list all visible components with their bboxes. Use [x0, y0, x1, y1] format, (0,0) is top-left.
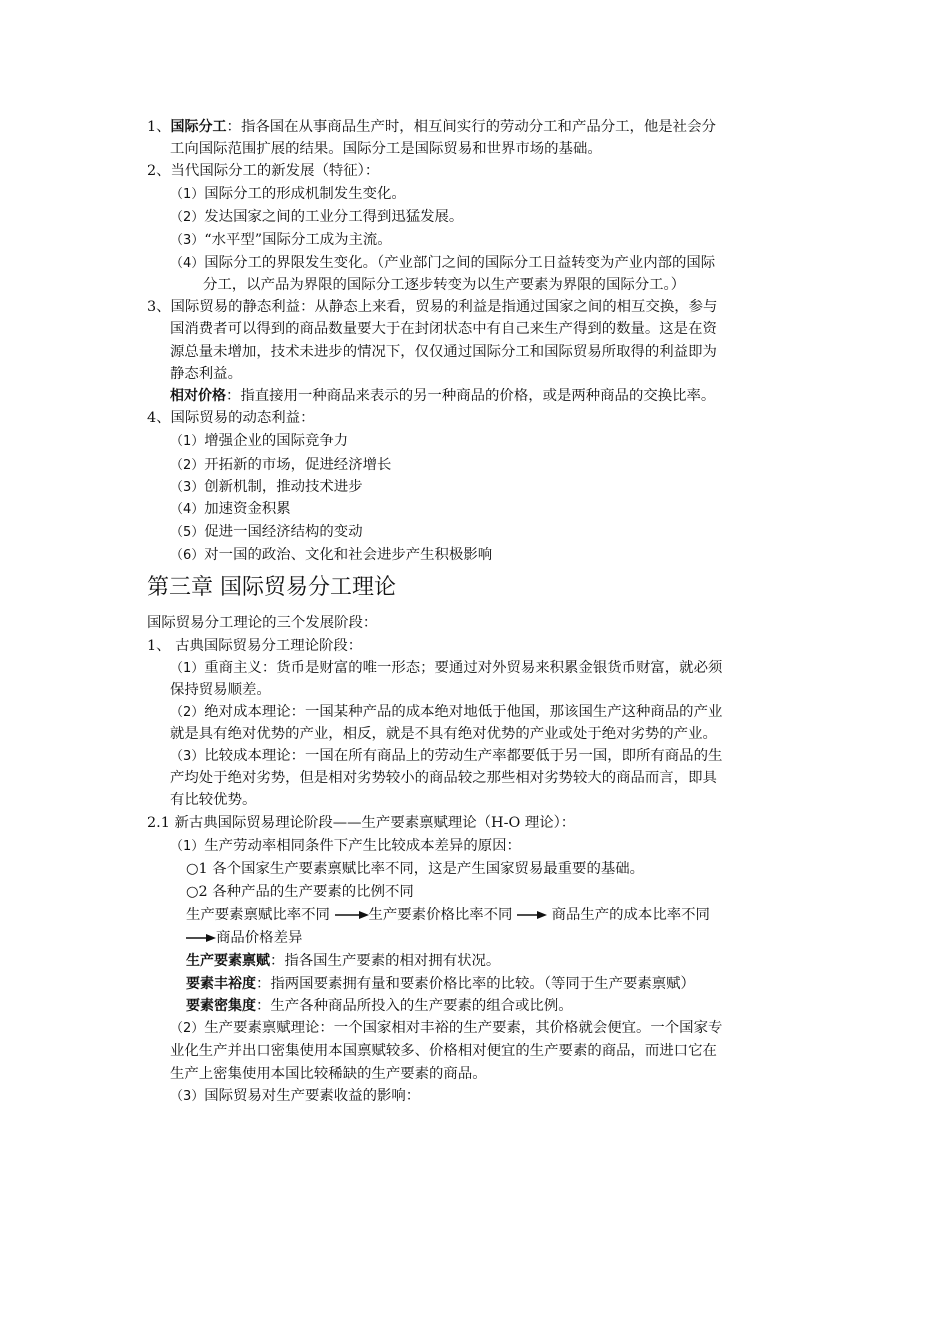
list-item — [170, 498, 291, 521]
intro-line: 国际贸易分工理论的三个发展阶段： — [147, 615, 378, 631]
section-3-line-1: 3、国际贸易的静态利益：从静态上来看，贸易的利益是指通过国家之间的相互交换，参与 — [147, 299, 718, 315]
item-text: 对一国的政治、文化和社会进步产生积极影响 — [204, 547, 493, 563]
item-text: 国际分工的形成机制发生变化。 — [204, 186, 406, 202]
item-text: 绝对成本理论：一国某种产品的成本绝对地低于他国，那该国生产这种商品的产业 — [204, 704, 723, 720]
colon: ： — [226, 119, 241, 135]
stage-2-title: 2.1 新古典国际贸易理论阶段——生产要素禀赋理论（H-O 理论）： — [147, 815, 576, 831]
list-item-continuation: 分工，以产品为界限的国际分工逐步转变为以生产要素为界限的国际分工。） — [203, 277, 686, 293]
list-item — [170, 430, 348, 453]
item-number: （2） — [170, 458, 205, 473]
item-text: 发达国家之间的工业分工得到迅猛发展。 — [204, 209, 464, 225]
item-number: （2） — [170, 1021, 205, 1036]
item-text: 重商主义：货币是财富的唯一形态；要通过对外贸易来积累金银货币财富，就必须 — [204, 660, 723, 676]
definition-text: ：生产各种商品所投入的生产要素的组合或比例。 — [256, 998, 573, 1014]
stage-1-point-2 — [170, 701, 722, 724]
stage-1-point-3-cont: 产均处于绝对劣势，但是相对劣势较小的商品较之那些相对劣势较大的商品而言，即具 — [170, 770, 717, 786]
section-1-text: 指各国在从事商品生产时，相互间实行的劳动分工和产品分工，他是社会分 — [240, 119, 716, 135]
item-text: 加速资金积累 — [204, 501, 291, 517]
item-text: 开拓新的市场，促进经济增长 — [204, 457, 392, 473]
item-number: （3） — [170, 749, 205, 764]
section-3-line-4: 静态利益。 — [170, 366, 242, 382]
item-number: （2） — [170, 705, 205, 720]
item-text: 促进一国经济结构的变动 — [204, 524, 363, 540]
definition-text: ：指直接用一种商品来表示的另一种商品的价格，或是两种商品的交换比率。 — [226, 388, 716, 404]
definition-factor-endowment — [186, 950, 500, 972]
definition-factor-abundance — [186, 973, 695, 995]
right-arrow-icon — [335, 910, 369, 920]
term-international-division: 国际分工 — [170, 119, 227, 135]
item-text: 增强企业的国际竞争力 — [204, 433, 349, 449]
item-number: （1） — [170, 434, 205, 449]
list-item — [170, 454, 391, 477]
chapter-heading: 第三章 国际贸易分工理论 — [147, 575, 396, 600]
section-3-line-3: 源总量未增加，技术未进步的情况下，仅仅通过国际分工和国际贸易所取得的利益即为 — [170, 344, 717, 360]
section-4-title: 4、国际贸易的动态利益： — [147, 410, 315, 426]
term-relative-price: 相对价格 — [170, 388, 226, 404]
chain-step-3: 商品生产的成本比率不同 — [551, 907, 710, 923]
stage-2-point-2-cont: 生产上密集使用本国比较稀缺的生产要素的商品。 — [170, 1066, 487, 1082]
term: 要素密集度 — [186, 998, 256, 1014]
section-1-line-1 — [147, 116, 716, 138]
term: 要素丰裕度 — [186, 976, 256, 992]
chain-step-1: 生产要素禀赋比率不同 — [186, 907, 330, 923]
chain-step-4: 商品价格差异 — [216, 930, 303, 946]
right-arrow-icon — [186, 933, 216, 943]
term: 生产要素禀赋 — [186, 953, 270, 969]
item-number: （5） — [170, 525, 205, 540]
stage-1-point-3 — [170, 745, 722, 768]
circled-item-2: ○2 各种产品的生产要素的比例不同 — [186, 884, 414, 900]
list-item — [170, 183, 406, 206]
item-number: （1） — [170, 187, 205, 202]
list-item — [170, 476, 363, 499]
definition-text: ：指两国要素拥有量和要素价格比率的比较。（等同于生产要素禀赋） — [256, 976, 695, 992]
list-item — [170, 521, 363, 544]
item-text: 创新机制，推动技术进步 — [204, 479, 363, 495]
item-text: 生产劳动率相同条件下产生比较成本差异的原因： — [204, 838, 521, 854]
item-number: （3） — [170, 1089, 205, 1104]
stage-2-point-2 — [170, 1017, 722, 1040]
item-number: （2） — [170, 210, 205, 225]
list-item — [170, 229, 392, 252]
item-text: “水平型”国际分工成为主流。 — [204, 232, 392, 248]
circled-item-1: ○1 各个国家生产要素禀赋比率不同，这是产生国家贸易最重要的基础。 — [186, 861, 645, 877]
causal-chain-cont — [186, 927, 302, 949]
item-text: 国际分工的界限发生变化。（产业部门之间的国际分工日益转变为产业内部的国际 — [204, 255, 716, 271]
section-3-line-2: 国消费者可以得到的商品数量要大于在封闭状态中有自己来生产得到的数量。这是在资 — [170, 321, 717, 337]
item-number: （3） — [170, 480, 205, 495]
item-text: 生产要素禀赋理论：一个国家相对丰裕的生产要素，其价格就会便宜。一个国家专 — [204, 1020, 723, 1036]
section-2-title: 2、当代国际分工的新发展（特征）： — [147, 163, 380, 179]
item-number: （6） — [170, 548, 205, 563]
relative-price-definition — [170, 385, 715, 407]
item-number: （4） — [170, 502, 205, 517]
section-number: 1、 — [147, 119, 171, 135]
stage-1-point-2-cont: 就是具有绝对优势的产业，相反，就是不具有绝对优势的产业或处于绝对劣势的产业。 — [170, 726, 717, 742]
chain-step-2: 生产要素价格比率不同 — [368, 907, 513, 923]
item-number: （4） — [170, 256, 205, 271]
item-text: 国际贸易对生产要素收益的影响： — [204, 1088, 421, 1104]
stage-2-point-2-cont: 业化生产并出口密集使用本国禀赋较多、价格相对便宜的生产要素的商品，而进口它在 — [170, 1043, 717, 1059]
list-item — [170, 544, 492, 567]
causal-chain — [186, 904, 710, 926]
item-number: （3） — [170, 233, 205, 248]
stage-2-point-3 — [170, 1085, 420, 1108]
item-number: （1） — [170, 839, 205, 854]
right-arrow-icon — [517, 910, 547, 920]
section-1-line-2: 工向国际范围扩展的结果。国际分工是国际贸易和世界市场的基础。 — [170, 141, 602, 157]
stage-1-point-1 — [170, 657, 722, 680]
stage-2-point-1 — [170, 835, 521, 858]
definition-factor-intensity — [186, 995, 573, 1017]
list-item — [170, 252, 715, 275]
list-item — [170, 206, 463, 229]
stage-1-point-1-cont: 保持贸易顺差。 — [170, 682, 271, 698]
stage-1-title: 1、 古典国际贸易分工理论阶段： — [147, 638, 363, 654]
item-number: （1） — [170, 661, 205, 676]
definition-text: ：指各国生产要素的相对拥有状况。 — [270, 953, 501, 969]
item-text: 比较成本理论：一国在所有商品上的劳动生产率都要低于另一国，即所有商品的生 — [204, 748, 723, 764]
stage-1-point-3-cont: 有比较优势。 — [170, 792, 257, 808]
